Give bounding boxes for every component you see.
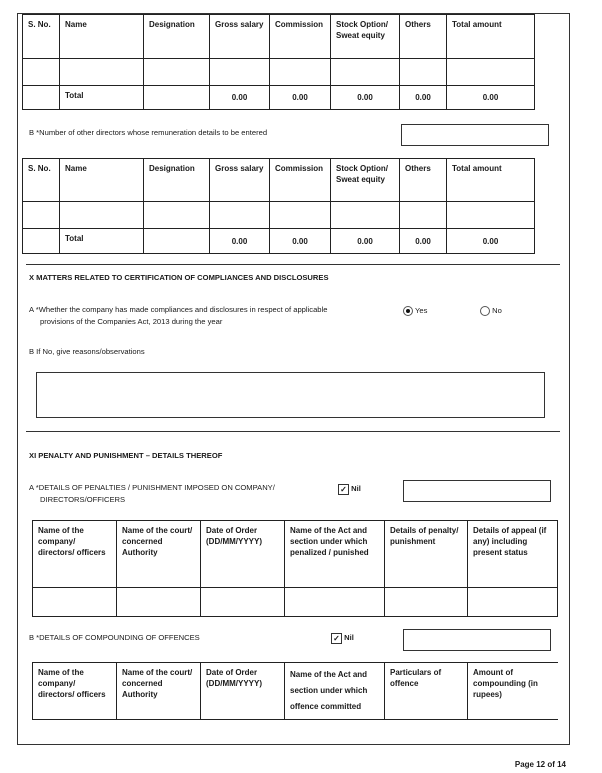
col-header: Stock Option/ Sweat equity [331,159,400,202]
compounding-label: B *DETAILS OF COMPOUNDING OF OFFENCES [29,633,200,642]
radio-yes-label: Yes [414,306,428,315]
checkbox-checked-icon[interactable]: ✓ [331,633,342,644]
compounding-table [32,662,558,720]
other-directors-remuneration-table [22,158,535,254]
cell[interactable] [60,59,144,86]
col-header: Name of the court/ concerned Authority [117,521,201,588]
compliance-question-line1: A *Whether the company has made compliances and disclosures in respect of applicable [29,305,328,314]
page-number: Page 12 of 14 [514,760,566,769]
cell[interactable] [23,59,60,86]
table-row [23,59,535,86]
total-stock-option: 0.00 [331,229,400,254]
total-label: Total [60,229,144,254]
col-header: Commission [270,15,331,59]
total-gross-salary: 0.00 [210,229,270,254]
other-directors-count-label: B *Number of other directors whose remuneration details to be entered [29,128,268,137]
cell[interactable] [210,59,270,86]
col-header: Others [400,15,447,59]
col-header: Total amount [447,15,535,59]
total-others: 0.00 [400,229,447,254]
cell[interactable] [331,59,400,86]
other-directors-count-input[interactable] [401,124,549,146]
col-header: Particulars of offence [385,663,468,720]
col-header: Designation [144,159,210,202]
total-row [23,86,535,110]
penalties-input[interactable] [403,480,551,502]
penalties-label-line1: A *DETAILS OF PENALTIES / PUNISHMENT IMPOSED ON COMPANY/ [29,483,275,492]
radio-unselected-icon[interactable] [480,306,490,316]
col-header: Date of Order (DD/MM/YYYY) [201,663,285,720]
penalties-table [32,520,558,617]
radio-no[interactable] [480,305,502,317]
table-header-row [33,663,558,720]
cell[interactable] [270,59,331,86]
cell[interactable] [33,588,117,617]
cell[interactable] [468,588,558,617]
col-header: Designation [144,15,210,59]
penalties-nil-checkbox[interactable] [338,483,361,495]
col-header: Details of appeal (if any) including present status [468,521,558,588]
radio-yes[interactable] [403,305,427,317]
total-label: Total [60,86,144,110]
cell[interactable] [285,588,385,617]
col-header: Gross salary [210,15,270,59]
col-header: S. No. [23,15,60,59]
col-header: Name of the Act and section under which penalized / punished [285,521,385,588]
total-commission: 0.00 [270,229,331,254]
col-header: Commission [270,159,331,202]
col-header: S. No. [23,159,60,202]
cell[interactable] [201,588,285,617]
cell[interactable] [385,588,468,617]
col-header: Others [400,159,447,202]
nil-label: Nil [351,484,361,493]
col-header: Stock Option/ Sweat equity [331,15,400,59]
cell[interactable] [117,588,201,617]
col-header: Name [60,15,144,59]
cell[interactable] [210,202,270,229]
cell[interactable] [447,59,535,86]
reasons-label: B If No, give reasons/observations [29,347,145,356]
radio-no-label: No [492,306,502,315]
table-header-row [33,521,558,588]
checkbox-checked-icon[interactable]: ✓ [338,484,349,495]
cell[interactable] [270,202,331,229]
total-stock-option: 0.00 [331,86,400,110]
col-header: Name [60,159,144,202]
cell[interactable] [23,202,60,229]
reasons-textarea[interactable] [36,372,545,418]
radio-selected-icon[interactable] [403,306,413,316]
total-amount: 0.00 [447,86,535,110]
total-commission: 0.00 [270,86,331,110]
cell[interactable] [400,59,447,86]
total-others: 0.00 [400,86,447,110]
managing-directors-remuneration-table [22,14,535,110]
total-gross-salary: 0.00 [210,86,270,110]
cell[interactable] [447,202,535,229]
section-xi-title: XI PENALTY AND PUNISHMENT – DETAILS THEREOF [29,451,223,460]
col-header: Date of Order (DD/MM/YYYY) [201,521,285,588]
col-header: Gross salary [210,159,270,202]
compounding-input[interactable] [403,629,551,651]
compounding-nil-checkbox[interactable] [331,632,354,644]
nil-label: Nil [344,633,354,642]
col-header: Amount of compounding (in rupees) [468,663,558,720]
table-header-row [23,15,535,59]
cell[interactable] [144,59,210,86]
section-divider [26,431,560,432]
table-row [33,588,558,617]
col-header: Name of the company/ directors/ officers [33,663,117,720]
col-header: Total amount [447,159,535,202]
total-row [23,229,535,254]
compliance-question-line2: provisions of the Companies Act, 2013 during the year [40,317,223,326]
cell[interactable] [144,202,210,229]
cell[interactable] [60,202,144,229]
table-header-row [23,159,535,202]
cell[interactable] [331,202,400,229]
section-x-title: X MATTERS RELATED TO CERTIFICATION OF COMPLIANCES AND DISCLOSURES [29,273,329,282]
total-amount: 0.00 [447,229,535,254]
col-header: Details of penalty/ punishment [385,521,468,588]
col-header: Name of the court/ concerned Authority [117,663,201,720]
col-header: Name of the company/ directors/ officers [33,521,117,588]
section-divider [26,264,560,265]
cell[interactable] [400,202,447,229]
penalties-label-line2: DIRECTORS/OFFICERS [40,495,126,504]
table-row [23,202,535,229]
col-header: Name of the Act and section under which offence committed [285,663,385,720]
